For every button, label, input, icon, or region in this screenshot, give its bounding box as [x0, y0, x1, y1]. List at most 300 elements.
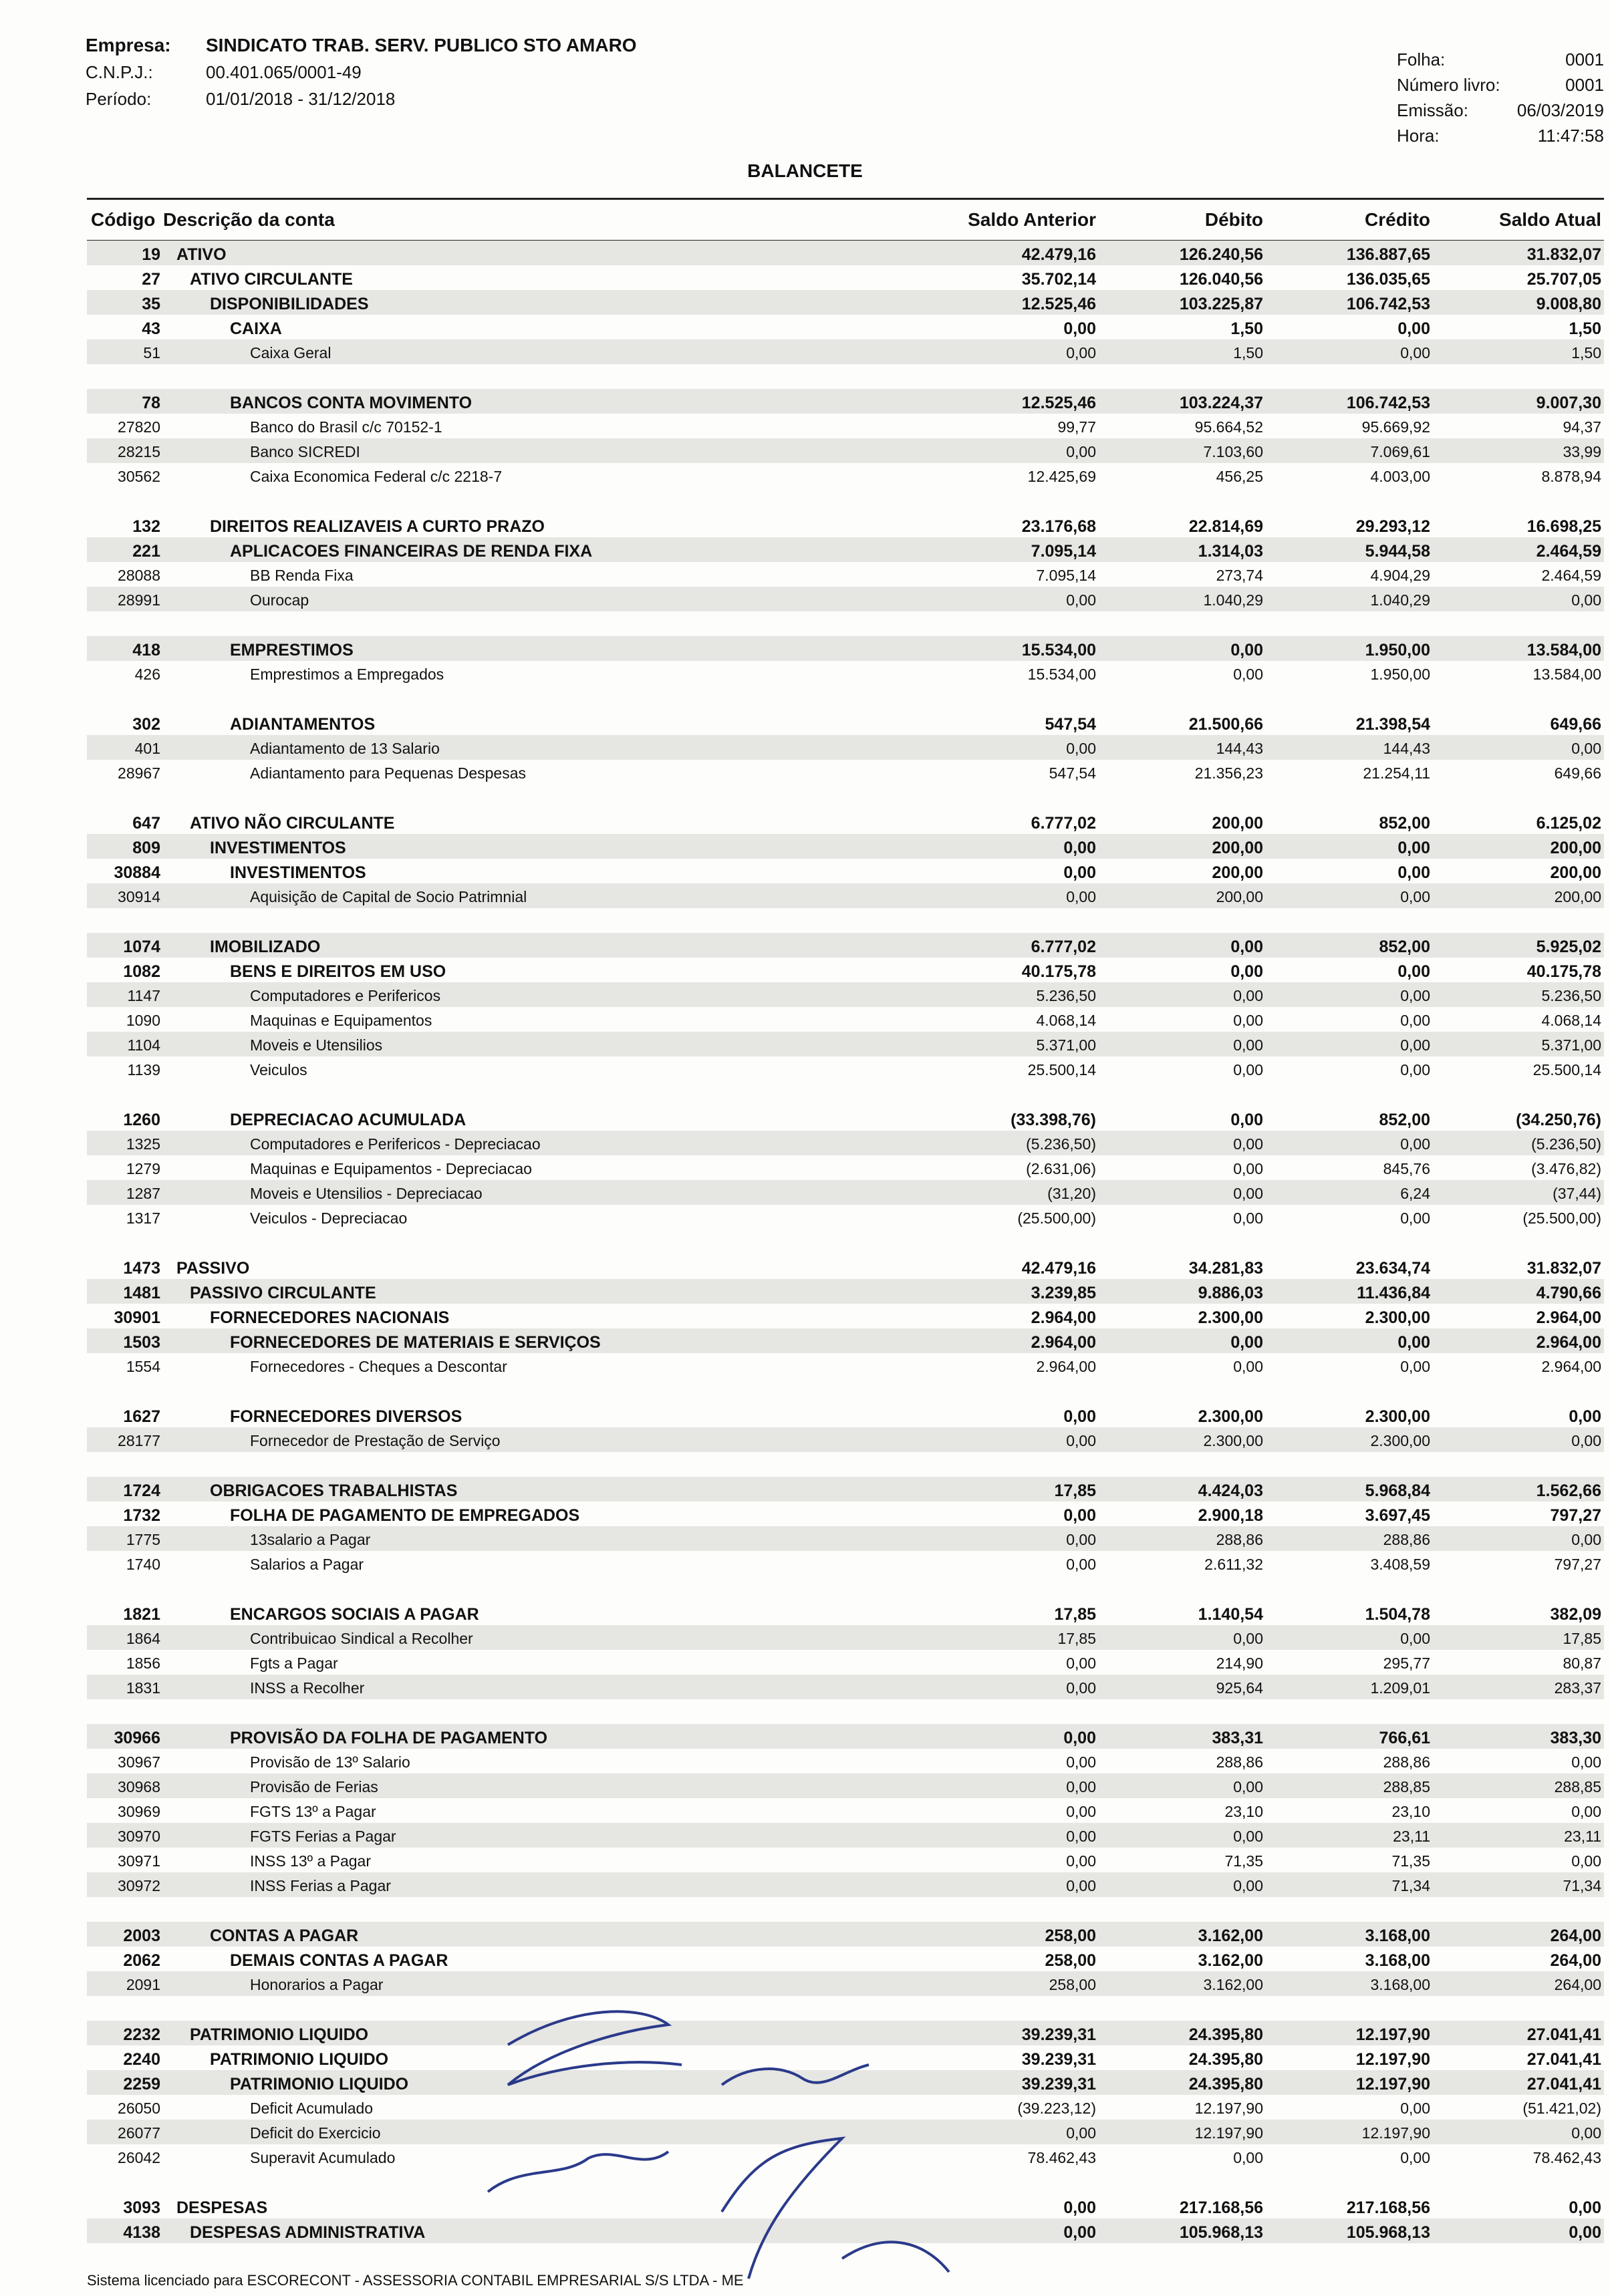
- debito-cell: 0,00: [1233, 1828, 1263, 1845]
- credito-cell: 0,00: [1400, 1358, 1430, 1375]
- saldo-anterior-cell: 7.095,14: [1036, 567, 1096, 584]
- table-row: [87, 958, 1604, 982]
- empresa-label: Empresa:: [86, 35, 171, 55]
- account-code: 1317: [126, 1209, 160, 1227]
- account-code: 1554: [126, 1358, 160, 1375]
- debito-cell: 200,00: [1212, 839, 1263, 857]
- credito-cell: 3.168,00: [1365, 1951, 1430, 1970]
- credito-cell: 12.197,90: [1355, 2025, 1430, 2044]
- account-description: CONTAS A PAGAR: [210, 1926, 359, 1945]
- saldo-anterior-cell: 25.500,14: [1027, 1061, 1096, 1079]
- credito-cell: 0,00: [1400, 888, 1430, 905]
- credito-cell: 6,24: [1400, 1185, 1430, 1202]
- debito-cell: 0,00: [1233, 1135, 1263, 1153]
- saldo-anterior-cell: 0,00: [1066, 1753, 1096, 1771]
- credito-cell: 0,00: [1397, 962, 1430, 981]
- debito-cell: 0,00: [1233, 1036, 1263, 1054]
- account-description: Emprestimos a Empregados: [250, 666, 444, 683]
- saldo-anterior-cell: 17,85: [1054, 1481, 1096, 1500]
- credito-cell: 23,11: [1393, 1828, 1430, 1845]
- debito-cell: 200,00: [1216, 888, 1263, 905]
- account-description: PASSIVO: [176, 1259, 250, 1278]
- debito-cell: 0,00: [1233, 1778, 1263, 1796]
- table-row: [87, 587, 1604, 611]
- folha-label: Folha:: [1397, 49, 1446, 69]
- row-spacer: [87, 1576, 1604, 1600]
- debito-cell: 7.103,60: [1203, 443, 1263, 460]
- table-row: [87, 933, 1604, 958]
- company-header: [86, 32, 637, 112]
- saldo-atual-cell: 17,85: [1563, 1630, 1601, 1647]
- account-code: 1147: [127, 987, 160, 1004]
- row-spacer: [87, 686, 1604, 710]
- saldo-anterior-cell: (33.398,76): [1011, 1111, 1096, 1129]
- credito-cell: 288,86: [1383, 1753, 1430, 1771]
- table-row: [87, 1155, 1604, 1180]
- account-code: 1279: [126, 1160, 160, 1177]
- account-code: 30884: [114, 863, 160, 882]
- saldo-atual-cell: 2.464,59: [1541, 567, 1601, 584]
- hora-label: Hora:: [1397, 126, 1440, 146]
- account-code: 28215: [118, 443, 160, 460]
- credito-cell: 0,00: [1400, 2149, 1430, 2166]
- saldo-anterior-cell: 2.964,00: [1036, 1358, 1096, 1375]
- credito-cell: 852,00: [1379, 938, 1430, 956]
- saldo-atual-cell: (34.250,76): [1516, 1111, 1601, 1129]
- saldo-atual-cell: (3.476,82): [1531, 1160, 1601, 1177]
- saldo-anterior-cell: 39.239,31: [1021, 2025, 1096, 2044]
- saldo-anterior-cell: 12.425,69: [1027, 468, 1096, 485]
- saldo-anterior-cell: 15.534,00: [1021, 641, 1096, 660]
- account-code: 19: [142, 245, 160, 264]
- account-description: PASSIVO CIRCULANTE: [190, 1284, 376, 1302]
- account-description: ATIVO NÃO CIRCULANTE: [190, 814, 395, 833]
- saldo-atual-cell: 4.790,66: [1536, 1284, 1601, 1302]
- account-code: 1325: [126, 1135, 160, 1153]
- account-description: FOLHA DE PAGAMENTO DE EMPREGADOS: [230, 1506, 580, 1525]
- credito-cell: 2.300,00: [1365, 1308, 1430, 1327]
- debito-cell: 95.664,52: [1194, 418, 1263, 436]
- account-description: Honorarios a Pagar: [250, 1976, 384, 1993]
- table-row: [87, 1106, 1604, 1131]
- credito-cell: 136.035,65: [1346, 270, 1430, 289]
- credito-cell: 11.436,84: [1357, 1284, 1430, 1302]
- account-description: FGTS 13º a Pagar: [250, 1803, 376, 1820]
- col-debito: Débito: [1204, 209, 1263, 230]
- debito-cell: 0,00: [1230, 938, 1263, 956]
- credito-cell: 3.408,59: [1370, 1556, 1430, 1573]
- account-code: 4138: [123, 2223, 160, 2242]
- saldo-atual-cell: 200,00: [1550, 863, 1601, 882]
- account-code: 1074: [123, 938, 160, 956]
- table-row: [87, 1007, 1604, 1032]
- table-row: [87, 1823, 1604, 1848]
- account-description: Aquisição de Capital de Socio Patrimnial: [250, 888, 527, 905]
- table-row: [87, 735, 1604, 760]
- col-codigo: Código: [91, 209, 156, 230]
- saldo-anterior-cell: 0,00: [1063, 1729, 1096, 1747]
- column-header: [87, 198, 1604, 241]
- saldo-anterior-cell: 15.534,00: [1027, 666, 1096, 683]
- credito-cell: 144,43: [1383, 740, 1430, 757]
- debito-cell: 2.300,00: [1198, 1407, 1263, 1426]
- table-row: [87, 1749, 1604, 1773]
- account-code: 1082: [123, 962, 160, 981]
- livro-label: Número livro:: [1397, 75, 1500, 95]
- account-code: 2062: [123, 1951, 160, 1970]
- table-row: [87, 1947, 1604, 1971]
- saldo-atual-cell: 6.125,02: [1536, 814, 1601, 833]
- account-description: FORNECEDORES DIVERSOS: [230, 1407, 462, 1426]
- saldo-anterior-cell: 0,00: [1063, 2223, 1096, 2242]
- credito-cell: 0,00: [1397, 1333, 1430, 1352]
- col-saldo-anterior: Saldo Anterior: [968, 209, 1096, 230]
- debito-cell: 12.197,90: [1194, 2100, 1263, 2117]
- saldo-atual-cell: 0,00: [1571, 1753, 1601, 1771]
- debito-cell: 1.314,03: [1198, 542, 1263, 561]
- credito-cell: 4.904,29: [1370, 567, 1430, 584]
- saldo-anterior-cell: 258,00: [1045, 1926, 1096, 1945]
- account-description: BENS E DIREITOS EM USO: [230, 962, 446, 981]
- account-code: 2240: [123, 2050, 160, 2069]
- saldo-anterior-cell: 0,00: [1063, 839, 1096, 857]
- credito-cell: 71,34: [1391, 1877, 1430, 1894]
- account-code: 1287: [126, 1185, 160, 1202]
- account-code: 132: [132, 517, 160, 536]
- account-code: 3093: [123, 2198, 160, 2217]
- account-description: INSS 13º a Pagar: [250, 1852, 372, 1870]
- saldo-atual-cell: 23,11: [1564, 1828, 1601, 1845]
- saldo-atual-cell: 264,00: [1550, 1951, 1601, 1970]
- credito-cell: 288,86: [1383, 1531, 1430, 1548]
- debito-cell: 0,00: [1233, 1630, 1263, 1647]
- saldo-atual-cell: 2.964,00: [1536, 1333, 1601, 1352]
- saldo-anterior-cell: 0,00: [1066, 1556, 1096, 1573]
- debito-cell: 0,00: [1233, 1185, 1263, 1202]
- account-description: Caixa Economica Federal c/c 2218-7: [250, 468, 503, 485]
- row-spacer: [87, 611, 1604, 636]
- row-spacer: [87, 1081, 1604, 1106]
- saldo-anterior-cell: 0,00: [1066, 740, 1096, 757]
- saldo-atual-cell: 31.832,07: [1526, 1259, 1601, 1278]
- debito-cell: 105.968,13: [1179, 2223, 1263, 2242]
- saldo-atual-cell: 5.236,50: [1541, 987, 1601, 1004]
- account-code: 2259: [123, 2075, 160, 2094]
- saldo-anterior-cell: 42.479,16: [1021, 245, 1096, 264]
- credito-cell: 29.293,12: [1355, 517, 1430, 536]
- saldo-anterior-cell: (39.223,12): [1017, 2100, 1096, 2117]
- table-row: [87, 1922, 1604, 1947]
- credito-cell: 95.669,92: [1361, 418, 1430, 436]
- debito-cell: 144,43: [1216, 740, 1263, 757]
- debito-cell: 0,00: [1233, 2149, 1263, 2166]
- saldo-atual-cell: 0,00: [1571, 2124, 1601, 2142]
- livro-value: 0001: [1565, 75, 1604, 95]
- saldo-atual-cell: 4.068,14: [1541, 1012, 1601, 1029]
- saldo-anterior-cell: 0,00: [1063, 2198, 1096, 2217]
- account-description: Provisão de 13º Salario: [250, 1753, 410, 1771]
- credito-cell: 0,00: [1400, 987, 1430, 1004]
- account-description: ENCARGOS SOCIAIS A PAGAR: [230, 1605, 479, 1624]
- account-description: Deficit do Exercicio: [250, 2124, 381, 2142]
- saldo-atual-cell: 5.925,02: [1536, 938, 1601, 956]
- account-description: Fornecedores - Cheques a Descontar: [250, 1358, 507, 1375]
- saldo-atual-cell: 797,27: [1554, 1556, 1601, 1573]
- table-row: [87, 1205, 1604, 1230]
- debito-cell: 273,74: [1216, 567, 1263, 584]
- account-code: 43: [142, 319, 160, 338]
- row-spacer: [87, 1230, 1604, 1254]
- credito-cell: 0,00: [1397, 863, 1430, 882]
- table-row: [87, 241, 1604, 265]
- saldo-atual-cell: 9.008,80: [1536, 295, 1601, 313]
- saldo-atual-cell: 2.464,59: [1536, 542, 1601, 561]
- debito-cell: 21.356,23: [1194, 764, 1263, 782]
- table-row: [87, 1650, 1604, 1675]
- debito-cell: 0,00: [1230, 962, 1263, 981]
- account-description: INVESTIMENTOS: [230, 863, 366, 882]
- saldo-anterior-cell: 0,00: [1066, 1679, 1096, 1697]
- row-spacer: [87, 1699, 1604, 1724]
- row-spacer: [87, 488, 1604, 513]
- account-description: Moveis e Utensilios - Depreciacao: [250, 1185, 483, 1202]
- account-description: Computadores e Perifericos: [250, 987, 441, 1004]
- credito-cell: 3.168,00: [1365, 1926, 1430, 1945]
- saldo-atual-cell: 1.562,66: [1536, 1481, 1601, 1500]
- credito-cell: 106.742,53: [1346, 295, 1430, 313]
- table-row: [87, 463, 1604, 488]
- saldo-atual-cell: 25.500,14: [1532, 1061, 1601, 1079]
- saldo-anterior-cell: 7.095,14: [1031, 542, 1096, 561]
- credito-cell: 23.634,74: [1355, 1259, 1430, 1278]
- account-description: INSS Ferias a Pagar: [250, 1877, 391, 1894]
- saldo-anterior-cell: 0,00: [1066, 1531, 1096, 1548]
- table-row: [87, 1304, 1604, 1328]
- account-code: 418: [132, 641, 160, 660]
- credito-cell: 23,10: [1391, 1803, 1430, 1820]
- saldo-anterior-cell: 0,00: [1066, 888, 1096, 905]
- table-row: [87, 1477, 1604, 1501]
- emissao-value: 06/03/2019: [1516, 100, 1604, 120]
- credito-cell: 12.197,90: [1355, 2075, 1430, 2094]
- saldo-atual-cell: 33,99: [1563, 443, 1601, 460]
- folha-value: 0001: [1565, 49, 1604, 69]
- col-credito: Crédito: [1365, 209, 1430, 230]
- debito-cell: 925,64: [1216, 1679, 1263, 1697]
- saldo-atual-cell: 264,00: [1550, 1926, 1601, 1945]
- saldo-anterior-cell: 547,54: [1045, 715, 1096, 734]
- debito-cell: 0,00: [1230, 641, 1263, 660]
- saldo-anterior-cell: 6.777,02: [1031, 938, 1096, 956]
- account-code: 30972: [118, 1877, 160, 1894]
- account-description: Banco SICREDI: [250, 443, 360, 460]
- debito-cell: 214,90: [1216, 1655, 1263, 1672]
- saldo-anterior-cell: 2.964,00: [1031, 1308, 1096, 1327]
- saldo-anterior-cell: 0,00: [1063, 1506, 1096, 1525]
- saldo-atual-cell: 2.964,00: [1541, 1358, 1601, 1375]
- saldo-atual-cell: 797,27: [1550, 1506, 1601, 1525]
- account-code: 302: [132, 715, 160, 734]
- debito-cell: 0,00: [1233, 666, 1263, 683]
- account-code: 30969: [118, 1803, 160, 1820]
- account-code: 30901: [114, 1308, 160, 1327]
- account-code: 30966: [114, 1729, 160, 1747]
- table-row: [87, 1427, 1604, 1452]
- credito-cell: 106.742,53: [1346, 394, 1430, 412]
- table-row: [87, 1328, 1604, 1353]
- debito-cell: 0,00: [1233, 1061, 1263, 1079]
- credito-cell: 71,35: [1391, 1852, 1430, 1870]
- account-description: Fornecedor de Prestação de Serviço: [250, 1432, 501, 1449]
- saldo-atual-cell: 1,50: [1569, 319, 1601, 338]
- saldo-atual-cell: (51.421,02): [1522, 2100, 1601, 2117]
- credito-cell: 5.944,58: [1365, 542, 1430, 561]
- saldo-atual-cell: 0,00: [1569, 2223, 1601, 2242]
- account-code: 1481: [123, 1284, 160, 1302]
- debito-cell: 3.162,00: [1198, 1951, 1263, 1970]
- table-row: [87, 315, 1604, 339]
- account-code: 1856: [126, 1655, 160, 1672]
- saldo-anterior-cell: 0,00: [1066, 1877, 1096, 1894]
- account-code: 1473: [123, 1259, 160, 1278]
- saldo-atual-cell: 649,66: [1550, 715, 1601, 734]
- signature-scribbles: [468, 1991, 1270, 2285]
- table-row: [87, 1353, 1604, 1378]
- cnpj-label: C.N.P.J.:: [86, 62, 153, 82]
- account-code: 30967: [118, 1753, 160, 1771]
- account-code: 1831: [126, 1679, 160, 1697]
- debito-cell: 1,50: [1230, 319, 1263, 338]
- saldo-anterior-cell: 0,00: [1066, 1803, 1096, 1820]
- debito-cell: 217.168,56: [1179, 2198, 1263, 2217]
- account-description: Adiantamento de 13 Salario: [250, 740, 440, 757]
- credito-cell: 1.504,78: [1365, 1605, 1430, 1624]
- saldo-anterior-cell: 258,00: [1049, 1976, 1096, 1993]
- saldo-anterior-cell: 0,00: [1066, 1432, 1096, 1449]
- credito-cell: 4.003,00: [1370, 468, 1430, 485]
- account-description: INVESTIMENTOS: [210, 839, 346, 857]
- account-code: 1627: [123, 1407, 160, 1426]
- footer-license: Sistema licenciado para ESCORECONT - ASSESSORIA CONTABIL EMPRESARIAL S/S LTDA - ME: [87, 2272, 744, 2289]
- table-row: [87, 809, 1604, 834]
- account-code: 1864: [126, 1630, 160, 1647]
- credito-cell: 0,00: [1400, 1630, 1430, 1647]
- account-code: 30970: [118, 1828, 160, 1845]
- credito-cell: 3.168,00: [1370, 1976, 1430, 1993]
- saldo-atual-cell: 8.878,94: [1541, 468, 1601, 485]
- saldo-anterior-cell: 0,00: [1063, 863, 1096, 882]
- saldo-atual-cell: 5.371,00: [1541, 1036, 1601, 1054]
- account-description: PATRIMONIO LIQUIDO: [230, 2075, 409, 2094]
- credito-cell: 1.209,01: [1370, 1679, 1430, 1697]
- saldo-atual-cell: 71,34: [1563, 1877, 1601, 1894]
- account-description: OBRIGACOES TRABALHISTAS: [210, 1481, 458, 1500]
- saldo-atual-cell: 27.041,41: [1526, 2025, 1601, 2044]
- saldo-anterior-cell: 17,85: [1057, 1630, 1096, 1647]
- table-row: [87, 1872, 1604, 1897]
- saldo-atual-cell: 16.698,25: [1526, 517, 1601, 536]
- account-description: EMPRESTIMOS: [230, 641, 354, 660]
- account-description: DEPRECIACAO ACUMULADA: [230, 1111, 466, 1129]
- account-description: 13salario a Pagar: [250, 1531, 371, 1548]
- account-description: INSS a Recolher: [250, 1679, 365, 1697]
- periodo-label: Período:: [86, 89, 152, 109]
- credito-cell: 12.197,90: [1361, 2124, 1430, 2142]
- credito-cell: 288,85: [1383, 1778, 1430, 1796]
- debito-cell: 0,00: [1233, 1358, 1263, 1375]
- account-code: 28991: [118, 591, 160, 609]
- table-row: [87, 760, 1604, 784]
- account-description: Veiculos - Depreciacao: [250, 1209, 408, 1227]
- account-code: 26042: [118, 2149, 160, 2166]
- table-row: [87, 1526, 1604, 1551]
- table-row: [87, 661, 1604, 686]
- account-code: 426: [134, 666, 160, 683]
- account-description: Veiculos: [250, 1061, 307, 1079]
- table-row: [87, 1032, 1604, 1056]
- account-code: 26077: [118, 2124, 160, 2142]
- credito-cell: 0,00: [1400, 1012, 1430, 1029]
- saldo-anterior-cell: 0,00: [1063, 1407, 1096, 1426]
- account-code: 27: [142, 270, 160, 289]
- debito-cell: 126.040,56: [1179, 270, 1263, 289]
- account-description: FGTS Ferias a Pagar: [250, 1828, 396, 1845]
- debito-cell: 288,86: [1216, 1753, 1263, 1771]
- table-row: [87, 1773, 1604, 1798]
- account-code: 30562: [118, 468, 160, 485]
- debito-cell: 21.500,66: [1188, 715, 1263, 734]
- table-row: [87, 1279, 1604, 1304]
- table-row: [87, 1254, 1604, 1279]
- saldo-atual-cell: (25.500,00): [1522, 1209, 1601, 1227]
- saldo-atual-cell: 9.007,30: [1536, 394, 1601, 412]
- debito-cell: 383,31: [1212, 1729, 1263, 1747]
- table-row: [87, 982, 1604, 1007]
- credito-cell: 0,00: [1397, 839, 1430, 857]
- debito-cell: 23,10: [1224, 1803, 1263, 1820]
- saldo-anterior-cell: 39.239,31: [1021, 2050, 1096, 2069]
- empresa-name: SINDICATO TRAB. SERV. PUBLICO STO AMARO: [206, 35, 637, 55]
- table-row: [87, 438, 1604, 463]
- account-description: DESPESAS: [176, 2198, 268, 2217]
- row-spacer: [87, 784, 1604, 809]
- account-description: Provisão de Ferias: [250, 1778, 378, 1796]
- saldo-atual-cell: 264,00: [1554, 1976, 1601, 1993]
- debito-cell: 0,00: [1233, 1877, 1263, 1894]
- credito-cell: 12.197,90: [1355, 2050, 1430, 2069]
- debito-cell: 103.225,87: [1179, 295, 1263, 313]
- saldo-atual-cell: 13.584,00: [1532, 666, 1601, 683]
- table-row: [87, 562, 1604, 587]
- table-row: [87, 1551, 1604, 1576]
- account-code: 30968: [118, 1778, 160, 1796]
- account-code: 1260: [123, 1111, 160, 1129]
- account-description: Maquinas e Equipamentos: [250, 1012, 432, 1029]
- account-description: Fgts a Pagar: [250, 1655, 338, 1672]
- saldo-atual-cell: 40.175,78: [1526, 962, 1601, 981]
- saldo-anterior-cell: 17,85: [1054, 1605, 1096, 1624]
- periodo-value: 01/01/2018 - 31/12/2018: [206, 89, 396, 109]
- account-description: DISPONIBILIDADES: [210, 295, 369, 313]
- saldo-anterior-cell: 6.777,02: [1031, 814, 1096, 833]
- debito-cell: 24.395,80: [1188, 2075, 1263, 2094]
- debito-cell: 200,00: [1212, 814, 1263, 833]
- col-saldo-atual: Saldo Atual: [1499, 209, 1601, 230]
- account-code: 30914: [118, 888, 160, 905]
- account-description: Banco do Brasil c/c 70152-1: [250, 418, 442, 436]
- account-description: CAIXA: [230, 319, 282, 338]
- credito-cell: 0,00: [1400, 2100, 1430, 2117]
